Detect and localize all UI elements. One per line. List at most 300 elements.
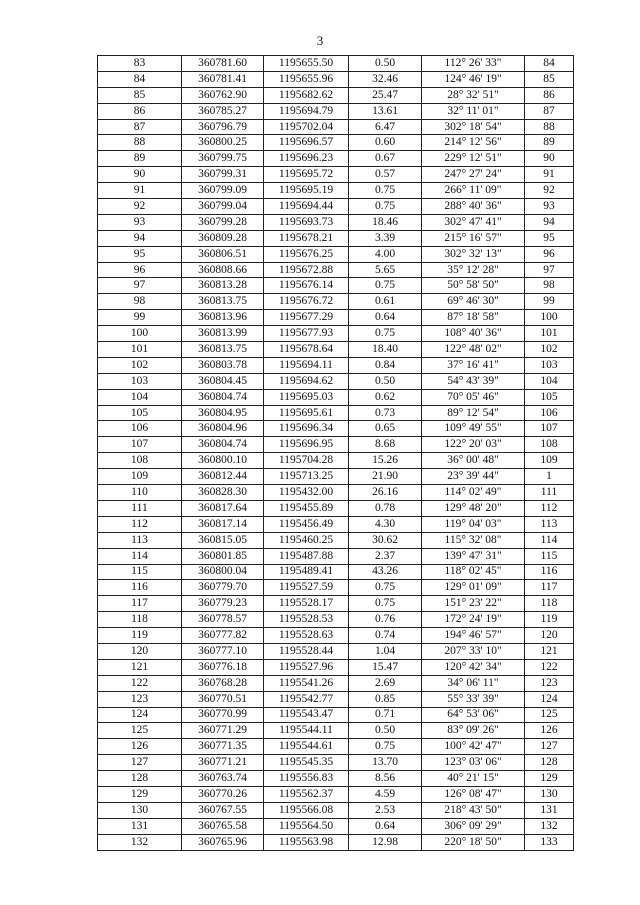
point-number-cell: 85 [98, 87, 182, 103]
distance-cell: 0.75 [349, 278, 422, 294]
point-number-cell: 125 [98, 723, 182, 739]
point-number-cell: 84 [98, 71, 182, 87]
point-number-cell: 105 [98, 405, 182, 421]
x-coordinate-cell: 360828.30 [182, 485, 264, 501]
table-row [98, 771, 574, 787]
bearing-cell: 172° 24' 19" [422, 612, 525, 628]
distance-cell: 0.75 [349, 596, 422, 612]
x-coordinate-cell: 360770.26 [182, 786, 264, 802]
table-row [98, 230, 574, 246]
next-point-cell: 97 [525, 262, 574, 278]
bearing-cell: 151° 23' 22" [422, 596, 525, 612]
y-coordinate-cell: 1195695.61 [264, 405, 349, 421]
point-number-cell: 120 [98, 643, 182, 659]
table-row [98, 262, 574, 278]
next-point-cell: 85 [525, 71, 574, 87]
point-number-cell: 113 [98, 532, 182, 548]
distance-cell: 0.50 [349, 723, 422, 739]
bearing-cell: 266° 11' 09" [422, 183, 525, 199]
x-coordinate-cell: 360817.14 [182, 516, 264, 532]
table-row [98, 437, 574, 453]
distance-cell: 0.61 [349, 294, 422, 310]
next-point-cell: 99 [525, 294, 574, 310]
table-row [98, 834, 574, 850]
bearing-cell: 302° 47' 41" [422, 214, 525, 230]
x-coordinate-cell: 360776.18 [182, 659, 264, 675]
distance-cell: 2.37 [349, 548, 422, 564]
x-coordinate-cell: 360799.04 [182, 199, 264, 215]
table-row [98, 532, 574, 548]
x-coordinate-cell: 360771.29 [182, 723, 264, 739]
x-coordinate-cell: 360813.96 [182, 310, 264, 326]
bearing-cell: 118° 02' 45" [422, 564, 525, 580]
bearing-cell: 36° 00' 48" [422, 453, 525, 469]
next-point-cell: 113 [525, 516, 574, 532]
table-row [98, 739, 574, 755]
point-number-cell: 107 [98, 437, 182, 453]
table-row [98, 326, 574, 342]
x-coordinate-cell: 360809.28 [182, 230, 264, 246]
table-row [98, 469, 574, 485]
point-number-cell: 111 [98, 500, 182, 516]
y-coordinate-cell: 1195676.14 [264, 278, 349, 294]
x-coordinate-cell: 360812.44 [182, 469, 264, 485]
bearing-cell: 112° 26' 33" [422, 56, 525, 72]
distance-cell: 4.59 [349, 786, 422, 802]
point-number-cell: 96 [98, 262, 182, 278]
point-number-cell: 98 [98, 294, 182, 310]
next-point-cell: 120 [525, 628, 574, 644]
next-point-cell: 116 [525, 564, 574, 580]
x-coordinate-cell: 360813.99 [182, 326, 264, 342]
point-number-cell: 86 [98, 103, 182, 119]
bearing-cell: 37° 16' 41" [422, 357, 525, 373]
coordinates-table-body [98, 56, 574, 851]
distance-cell: 21.90 [349, 469, 422, 485]
table-row [98, 56, 574, 72]
distance-cell: 0.75 [349, 739, 422, 755]
point-number-cell: 94 [98, 230, 182, 246]
table-row [98, 691, 574, 707]
next-point-cell: 121 [525, 643, 574, 659]
distance-cell: 15.26 [349, 453, 422, 469]
bearing-cell: 100° 42' 47" [422, 739, 525, 755]
point-number-cell: 114 [98, 548, 182, 564]
table-row [98, 564, 574, 580]
point-number-cell: 104 [98, 389, 182, 405]
y-coordinate-cell: 1195704.28 [264, 453, 349, 469]
point-number-cell: 127 [98, 755, 182, 771]
x-coordinate-cell: 360765.58 [182, 818, 264, 834]
distance-cell: 0.50 [349, 373, 422, 389]
x-coordinate-cell: 360765.96 [182, 834, 264, 850]
bearing-cell: 247° 27' 24" [422, 167, 525, 183]
x-coordinate-cell: 360813.28 [182, 278, 264, 294]
distance-cell: 0.73 [349, 405, 422, 421]
next-point-cell: 100 [525, 310, 574, 326]
y-coordinate-cell: 1195696.23 [264, 151, 349, 167]
table-row [98, 786, 574, 802]
y-coordinate-cell: 1195562.37 [264, 786, 349, 802]
table-row [98, 612, 574, 628]
x-coordinate-cell: 360762.90 [182, 87, 264, 103]
point-number-cell: 122 [98, 675, 182, 691]
x-coordinate-cell: 360781.60 [182, 56, 264, 72]
next-point-cell: 93 [525, 199, 574, 215]
table-row [98, 500, 574, 516]
distance-cell: 15.47 [349, 659, 422, 675]
table-row [98, 294, 574, 310]
next-point-cell: 87 [525, 103, 574, 119]
table-row [98, 389, 574, 405]
point-number-cell: 115 [98, 564, 182, 580]
point-number-cell: 130 [98, 802, 182, 818]
next-point-cell: 127 [525, 739, 574, 755]
bearing-cell: 32° 11' 01" [422, 103, 525, 119]
point-number-cell: 101 [98, 342, 182, 358]
table-row [98, 278, 574, 294]
next-point-cell: 104 [525, 373, 574, 389]
distance-cell: 3.39 [349, 230, 422, 246]
table-row [98, 373, 574, 389]
y-coordinate-cell: 1195676.25 [264, 246, 349, 262]
y-coordinate-cell: 1195682.62 [264, 87, 349, 103]
bearing-cell: 229° 12' 51" [422, 151, 525, 167]
next-point-cell: 123 [525, 675, 574, 691]
y-coordinate-cell: 1195527.59 [264, 580, 349, 596]
next-point-cell: 119 [525, 612, 574, 628]
distance-cell: 8.68 [349, 437, 422, 453]
table-row [98, 453, 574, 469]
distance-cell: 0.57 [349, 167, 422, 183]
distance-cell: 0.75 [349, 326, 422, 342]
next-point-cell: 126 [525, 723, 574, 739]
distance-cell: 0.75 [349, 580, 422, 596]
y-coordinate-cell: 1195564.50 [264, 818, 349, 834]
x-coordinate-cell: 360763.74 [182, 771, 264, 787]
point-number-cell: 128 [98, 771, 182, 787]
bearing-cell: 89° 12' 54" [422, 405, 525, 421]
x-coordinate-cell: 360799.09 [182, 183, 264, 199]
x-coordinate-cell: 360808.66 [182, 262, 264, 278]
page-number: 3 [316, 33, 324, 48]
point-number-cell: 118 [98, 612, 182, 628]
y-coordinate-cell: 1195528.63 [264, 628, 349, 644]
distance-cell: 0.71 [349, 707, 422, 723]
bearing-cell: 34° 06' 11" [422, 675, 525, 691]
bearing-cell: 40° 21' 15" [422, 771, 525, 787]
next-point-cell: 117 [525, 580, 574, 596]
bearing-cell: 114° 02' 49" [422, 485, 525, 501]
y-coordinate-cell: 1195678.64 [264, 342, 349, 358]
next-point-cell: 88 [525, 119, 574, 135]
x-coordinate-cell: 360817.64 [182, 500, 264, 516]
bearing-cell: 23° 39' 44" [422, 469, 525, 485]
next-point-cell: 133 [525, 834, 574, 850]
table-row [98, 167, 574, 183]
y-coordinate-cell: 1195544.11 [264, 723, 349, 739]
distance-cell: 5.65 [349, 262, 422, 278]
x-coordinate-cell: 360778.57 [182, 612, 264, 628]
y-coordinate-cell: 1195695.19 [264, 183, 349, 199]
table-row [98, 548, 574, 564]
table-row [98, 135, 574, 151]
distance-cell: 6.47 [349, 119, 422, 135]
distance-cell: 2.53 [349, 802, 422, 818]
next-point-cell: 86 [525, 87, 574, 103]
point-number-cell: 129 [98, 786, 182, 802]
table-row [98, 103, 574, 119]
y-coordinate-cell: 1195713.25 [264, 469, 349, 485]
y-coordinate-cell: 1195672.88 [264, 262, 349, 278]
x-coordinate-cell: 360804.95 [182, 405, 264, 421]
distance-cell: 12.98 [349, 834, 422, 850]
next-point-cell: 128 [525, 755, 574, 771]
x-coordinate-cell: 360799.31 [182, 167, 264, 183]
table-row [98, 596, 574, 612]
bearing-cell: 108° 40' 36" [422, 326, 525, 342]
table-row [98, 405, 574, 421]
distance-cell: 18.40 [349, 342, 422, 358]
next-point-cell: 129 [525, 771, 574, 787]
bearing-cell: 207° 33' 10" [422, 643, 525, 659]
bearing-cell: 119° 04' 03" [422, 516, 525, 532]
next-point-cell: 111 [525, 485, 574, 501]
table-row [98, 755, 574, 771]
bearing-cell: 122° 48' 02" [422, 342, 525, 358]
bearing-cell: 302° 18' 54" [422, 119, 525, 135]
next-point-cell: 89 [525, 135, 574, 151]
x-coordinate-cell: 360771.21 [182, 755, 264, 771]
next-point-cell: 124 [525, 691, 574, 707]
distance-cell: 26.16 [349, 485, 422, 501]
y-coordinate-cell: 1195694.11 [264, 357, 349, 373]
table-row [98, 675, 574, 691]
table-row [98, 214, 574, 230]
distance-cell: 43.26 [349, 564, 422, 580]
bearing-cell: 54° 43' 39" [422, 373, 525, 389]
point-number-cell: 97 [98, 278, 182, 294]
y-coordinate-cell: 1195677.93 [264, 326, 349, 342]
point-number-cell: 103 [98, 373, 182, 389]
next-point-cell: 103 [525, 357, 574, 373]
point-number-cell: 124 [98, 707, 182, 723]
distance-cell: 0.50 [349, 56, 422, 72]
distance-cell: 25.47 [349, 87, 422, 103]
table-row [98, 802, 574, 818]
table-row [98, 310, 574, 326]
x-coordinate-cell: 360800.04 [182, 564, 264, 580]
next-point-cell: 131 [525, 802, 574, 818]
y-coordinate-cell: 1195541.26 [264, 675, 349, 691]
y-coordinate-cell: 1195528.44 [264, 643, 349, 659]
x-coordinate-cell: 360785.27 [182, 103, 264, 119]
next-point-cell: 106 [525, 405, 574, 421]
x-coordinate-cell: 360781.41 [182, 71, 264, 87]
distance-cell: 0.85 [349, 691, 422, 707]
next-point-cell: 84 [525, 56, 574, 72]
point-number-cell: 83 [98, 56, 182, 72]
y-coordinate-cell: 1195694.79 [264, 103, 349, 119]
next-point-cell: 132 [525, 818, 574, 834]
y-coordinate-cell: 1195563.98 [264, 834, 349, 850]
next-point-cell: 130 [525, 786, 574, 802]
point-number-cell: 119 [98, 628, 182, 644]
next-point-cell: 122 [525, 659, 574, 675]
distance-cell: 4.00 [349, 246, 422, 262]
bearing-cell: 126° 08' 47" [422, 786, 525, 802]
point-number-cell: 100 [98, 326, 182, 342]
bearing-cell: 115° 32' 08" [422, 532, 525, 548]
next-point-cell: 91 [525, 167, 574, 183]
point-number-cell: 95 [98, 246, 182, 262]
distance-cell: 0.84 [349, 357, 422, 373]
x-coordinate-cell: 360799.75 [182, 151, 264, 167]
bearing-cell: 109° 49' 55" [422, 421, 525, 437]
bearing-cell: 215° 16' 57" [422, 230, 525, 246]
distance-cell: 0.64 [349, 818, 422, 834]
table-row [98, 485, 574, 501]
distance-cell: 18.46 [349, 214, 422, 230]
x-coordinate-cell: 360813.75 [182, 294, 264, 310]
table-row [98, 342, 574, 358]
bearing-cell: 302° 32' 13" [422, 246, 525, 262]
bearing-cell: 70° 05' 46" [422, 389, 525, 405]
bearing-cell: 122° 20' 03" [422, 437, 525, 453]
table-row [98, 87, 574, 103]
y-coordinate-cell: 1195696.57 [264, 135, 349, 151]
y-coordinate-cell: 1195566.08 [264, 802, 349, 818]
distance-cell: 0.65 [349, 421, 422, 437]
table-row [98, 659, 574, 675]
bearing-cell: 83° 09' 26" [422, 723, 525, 739]
distance-cell: 1.04 [349, 643, 422, 659]
y-coordinate-cell: 1195456.49 [264, 516, 349, 532]
bearing-cell: 87° 18' 58" [422, 310, 525, 326]
next-point-cell: 118 [525, 596, 574, 612]
bearing-cell: 214° 12' 56" [422, 135, 525, 151]
x-coordinate-cell: 360800.10 [182, 453, 264, 469]
bearing-cell: 129° 01' 09" [422, 580, 525, 596]
x-coordinate-cell: 360768.28 [182, 675, 264, 691]
table-row [98, 119, 574, 135]
table-row [98, 580, 574, 596]
next-point-cell: 92 [525, 183, 574, 199]
point-number-cell: 132 [98, 834, 182, 850]
x-coordinate-cell: 360796.79 [182, 119, 264, 135]
x-coordinate-cell: 360815.05 [182, 532, 264, 548]
y-coordinate-cell: 1195655.50 [264, 56, 349, 72]
distance-cell: 0.67 [349, 151, 422, 167]
y-coordinate-cell: 1195677.29 [264, 310, 349, 326]
table-row [98, 723, 574, 739]
y-coordinate-cell: 1195676.72 [264, 294, 349, 310]
table-row [98, 516, 574, 532]
next-point-cell: 95 [525, 230, 574, 246]
bearing-cell: 288° 40' 36" [422, 199, 525, 215]
bearing-cell: 120° 42' 34" [422, 659, 525, 675]
table-row [98, 421, 574, 437]
bearing-cell: 218° 43' 50" [422, 802, 525, 818]
next-point-cell: 114 [525, 532, 574, 548]
bearing-cell: 35° 12' 28" [422, 262, 525, 278]
x-coordinate-cell: 360779.23 [182, 596, 264, 612]
bearing-cell: 28° 32' 51" [422, 87, 525, 103]
point-number-cell: 110 [98, 485, 182, 501]
point-number-cell: 126 [98, 739, 182, 755]
x-coordinate-cell: 360799.28 [182, 214, 264, 230]
next-point-cell: 101 [525, 326, 574, 342]
y-coordinate-cell: 1195696.34 [264, 421, 349, 437]
distance-cell: 30.62 [349, 532, 422, 548]
x-coordinate-cell: 360804.74 [182, 389, 264, 405]
next-point-cell: 112 [525, 500, 574, 516]
x-coordinate-cell: 360771.35 [182, 739, 264, 755]
x-coordinate-cell: 360800.25 [182, 135, 264, 151]
x-coordinate-cell: 360777.10 [182, 643, 264, 659]
y-coordinate-cell: 1195544.61 [264, 739, 349, 755]
distance-cell: 2.69 [349, 675, 422, 691]
y-coordinate-cell: 1195702.04 [264, 119, 349, 135]
next-point-cell: 96 [525, 246, 574, 262]
y-coordinate-cell: 1195693.73 [264, 214, 349, 230]
bearing-cell: 123° 03' 06" [422, 755, 525, 771]
point-number-cell: 91 [98, 183, 182, 199]
x-coordinate-cell: 360777.82 [182, 628, 264, 644]
next-point-cell: 115 [525, 548, 574, 564]
table-row [98, 628, 574, 644]
table-row [98, 71, 574, 87]
x-coordinate-cell: 360804.74 [182, 437, 264, 453]
distance-cell: 0.74 [349, 628, 422, 644]
distance-cell: 0.75 [349, 199, 422, 215]
y-coordinate-cell: 1195695.03 [264, 389, 349, 405]
point-number-cell: 88 [98, 135, 182, 151]
next-point-cell: 125 [525, 707, 574, 723]
next-point-cell: 107 [525, 421, 574, 437]
next-point-cell: 98 [525, 278, 574, 294]
point-number-cell: 117 [98, 596, 182, 612]
table-row [98, 707, 574, 723]
point-number-cell: 116 [98, 580, 182, 596]
table-row [98, 151, 574, 167]
bearing-cell: 129° 48' 20" [422, 500, 525, 516]
next-point-cell: 109 [525, 453, 574, 469]
point-number-cell: 112 [98, 516, 182, 532]
y-coordinate-cell: 1195528.17 [264, 596, 349, 612]
bearing-cell: 50° 58' 50" [422, 278, 525, 294]
distance-cell: 13.61 [349, 103, 422, 119]
table-row [98, 246, 574, 262]
x-coordinate-cell: 360779.70 [182, 580, 264, 596]
next-point-cell: 94 [525, 214, 574, 230]
point-number-cell: 99 [98, 310, 182, 326]
y-coordinate-cell: 1195527.96 [264, 659, 349, 675]
x-coordinate-cell: 360813.75 [182, 342, 264, 358]
x-coordinate-cell: 360770.99 [182, 707, 264, 723]
table-row [98, 199, 574, 215]
y-coordinate-cell: 1195432.00 [264, 485, 349, 501]
distance-cell: 4.30 [349, 516, 422, 532]
y-coordinate-cell: 1195694.62 [264, 373, 349, 389]
y-coordinate-cell: 1195678.21 [264, 230, 349, 246]
point-number-cell: 108 [98, 453, 182, 469]
point-number-cell: 87 [98, 119, 182, 135]
coordinates-table [97, 55, 574, 851]
bearing-cell: 194° 46' 57" [422, 628, 525, 644]
y-coordinate-cell: 1195460.25 [264, 532, 349, 548]
y-coordinate-cell: 1195489.41 [264, 564, 349, 580]
